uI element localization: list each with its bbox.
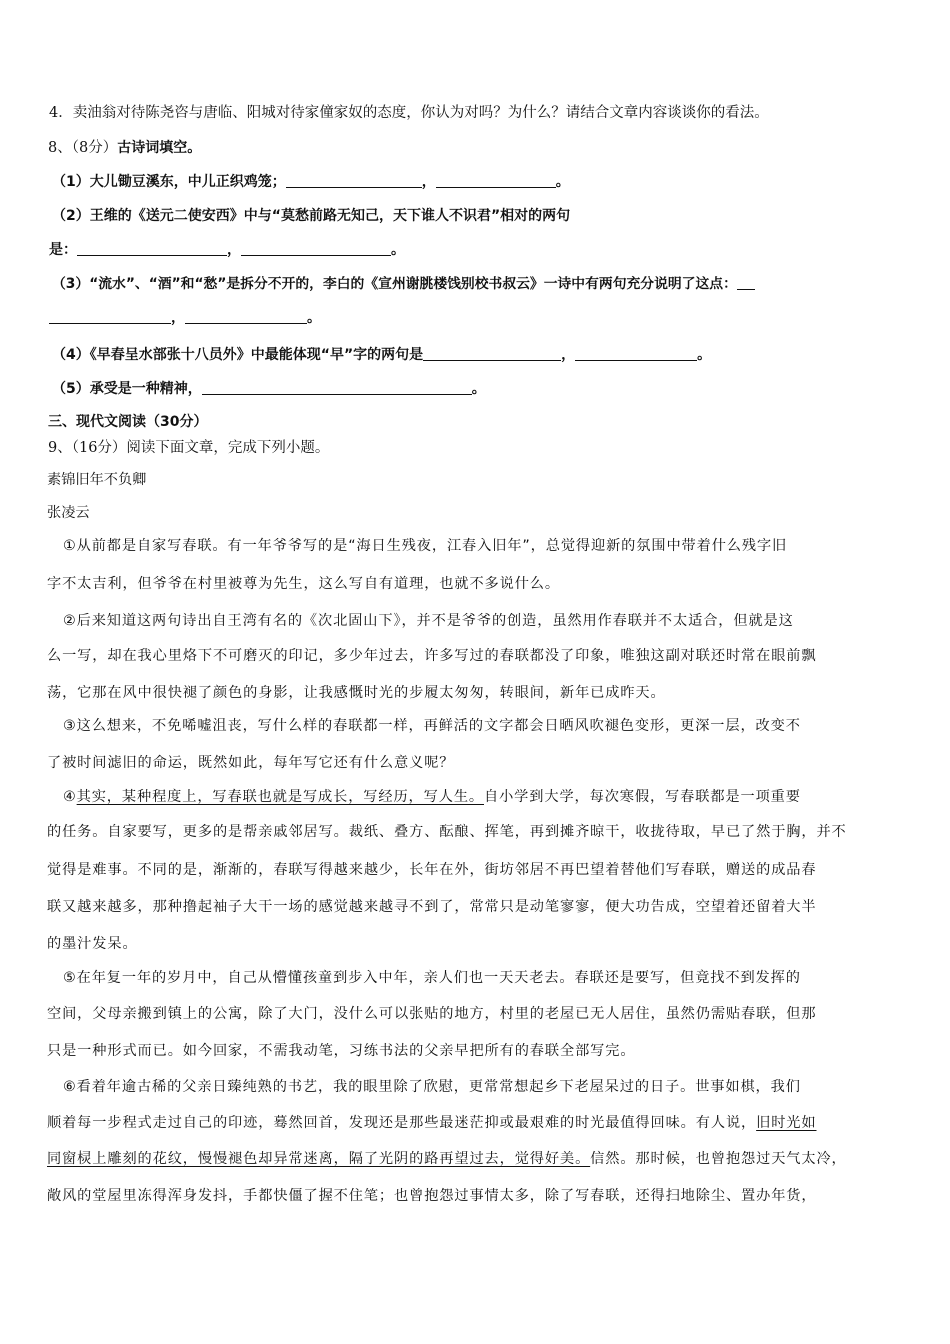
question-8-title: 古诗词填空。 <box>117 140 202 156</box>
paragraph-4-line: 的墨汁发呆。 <box>47 936 138 952</box>
question-8-number: 8、（8分） <box>48 140 118 156</box>
paragraph-1-line: 字不太吉利，但爷爷在村里被尊为先生，这么写自有道理，也就不多说什么。 <box>47 576 560 592</box>
terminator: 。 <box>307 310 321 326</box>
answer-blank[interactable] <box>575 346 697 361</box>
paragraph-6-rest: 信然。那时候，也曾抱怨过天气太冷， <box>590 1151 847 1167</box>
answer-blank[interactable] <box>241 241 391 256</box>
question-8-heading <box>48 138 201 158</box>
terminator: 。 <box>697 347 712 363</box>
separator: ， <box>227 242 241 258</box>
paragraph-6-line <box>47 1149 847 1169</box>
answer-blank[interactable] <box>49 309 171 324</box>
answer-blank[interactable] <box>77 241 227 256</box>
paragraph-6-line <box>47 1113 816 1133</box>
poem-item-4-prompt: （4）《早春呈水部张十八员外》中最能体现“早”字的两句是 <box>52 347 424 363</box>
poem-item-2-answer <box>49 240 405 260</box>
article-author: 张凌云 <box>47 505 90 521</box>
terminator: 。 <box>555 174 570 190</box>
paragraph-4-number: ④ <box>63 789 77 805</box>
paragraph-5-line: 只是一种形式而已。如今回家，不需我动笔，习练书法的父亲早把所有的春联全部写完。 <box>47 1043 636 1059</box>
paragraph-2-line: ②后来知道这两句诗出自王湾有名的《次北固山下》，并不是爷爷的创造，虽然用作春联并不太适合，但就是这 <box>63 613 794 629</box>
poem-item-1 <box>52 172 570 192</box>
paragraph-6-text: 顺着每一步程式走过自己的印迹，蓦然回首，发现还是那些最迷茫抑或最艰难的时光最值得回味。有人说， <box>47 1115 757 1131</box>
paragraph-5-line: ⑤在年复一年的岁月中，自己从懵懂孩童到步入中年，亲人们也一天天老去。春联还是要写，但竟找不到发挥的 <box>63 970 801 986</box>
terminator: 。 <box>471 381 486 397</box>
separator: ， <box>421 174 436 190</box>
separator: ， <box>171 310 185 326</box>
poem-item-5-prompt: （5）承受是一种精神， <box>52 381 202 397</box>
poem-item-3-prompt: （3）“流水”、“酒”和“愁”是拆分不开的，李白的《宣州谢朓楼饯别校书叔云》一诗中有两句充分说明了这点： <box>52 276 737 292</box>
paragraph-4-line: 觉得是难事。不同的是，渐渐的，春联写得越来越少，长年在外，街坊邻居不再巴望着替他们写春联，赠送的成品春 <box>47 862 817 878</box>
poem-item-4 <box>52 345 711 365</box>
paragraph-6-line: ⑥看着年逾古稀的父亲日臻纯熟的书艺，我的眼里除了欣慰，更常常想起乡下老屋呆过的日子。世事如棋，我们 <box>63 1079 801 1095</box>
poem-item-5 <box>52 379 486 399</box>
poem-item-2-label: 是： <box>49 242 77 258</box>
poem-item-3-answer <box>49 308 321 328</box>
question-4: 4．卖油翁对待陈尧咨与唐临、阳城对待家僮家奴的态度，你认为对吗？为什么？请结合文章内容谈谈你的看法。 <box>49 105 769 121</box>
answer-blank[interactable] <box>202 380 472 395</box>
paragraph-1-line: ①从前都是自家写春联。有一年爷爷写的是“海日生残夜，江春入旧年”，总觉得迎新的氛围中带着什么残字旧 <box>63 538 788 554</box>
paragraph-2-line: 么一写，却在我心里烙下不可磨灭的印记，多少年过去，许多写过的春联都没了印象，唯独这副对联还时常在眼前飘 <box>47 648 817 664</box>
paragraph-4-rest: 自小学到大学，每次寒假，写春联都是一项重要 <box>484 789 801 805</box>
underlined-sentence: 同窗棂上雕刻的花纹，慢慢褪色却异常迷离，隔了光阴的路再望过去，觉得好美。 <box>47 1151 591 1167</box>
question-9-heading: 9、（16分）阅读下面文章，完成下列小题。 <box>48 440 330 456</box>
paragraph-6-line: 敞风的堂屋里冻得浑身发抖，手都快僵了握不住笔；也曾抱怨过事情太多，除了写春联，还得扫地除尘、置办年货， <box>47 1188 817 1204</box>
answer-blank[interactable] <box>185 309 307 324</box>
separator: ， <box>561 347 576 363</box>
answer-blank[interactable] <box>737 275 755 290</box>
paragraph-4-line: 的任务。自家要写，更多的是帮亲戚邻居写。裁纸、叠方、酝酿、挥笔，再到摊齐晾干，收拢待取，早已了然于胸，并不 <box>47 824 847 840</box>
paragraph-5-line: 空间，父母亲搬到镇上的公寓，除了大门，没什么可以张贴的地方，村里的老屋已无人居住，虽然仍需贴春联，但那 <box>47 1006 817 1022</box>
answer-blank[interactable] <box>436 173 556 188</box>
poem-item-3 <box>52 274 755 294</box>
underlined-sentence: 旧时光如 <box>756 1115 817 1131</box>
section-3-heading: 三、现代文阅读（30分） <box>48 414 208 430</box>
answer-blank[interactable] <box>423 346 561 361</box>
poem-item-2: （2）王维的《送元二使安西》中与“莫愁前路无知己，天下谁人不识君”相对的两句 <box>52 208 571 224</box>
paragraph-4-line: 联又越来越多，那种撸起袖子大干一场的感觉越来越寻不到了，常常只是动笔寥寥，便大功告成，空望着还留着大半 <box>47 899 817 915</box>
paragraph-4-line <box>63 787 801 807</box>
paragraph-3-line: 了被时间滤旧的命运，既然如此，每年写它还有什么意义呢？ <box>47 755 455 771</box>
paragraph-2-line: 荡，它那在风中很快褪了颜色的身影，让我感慨时光的步履太匆匆，转眼间，新年已成昨天。 <box>47 685 666 701</box>
answer-blank[interactable] <box>286 173 422 188</box>
article-title: 素锦旧年不负卿 <box>47 472 147 488</box>
poem-item-1-prompt: （1）大儿锄豆溪东，中儿正织鸡笼； <box>52 174 286 190</box>
underlined-sentence: 其实，某种程度上，写春联也就是写成长，写经历，写人生。 <box>76 789 484 805</box>
paragraph-3-line: ③这么想来，不免唏嘘沮丧，写什么样的春联都一样，再鲜活的文字都会日晒风吹褪色变形，更深一层，改变不 <box>63 718 801 734</box>
terminator: 。 <box>391 242 405 258</box>
